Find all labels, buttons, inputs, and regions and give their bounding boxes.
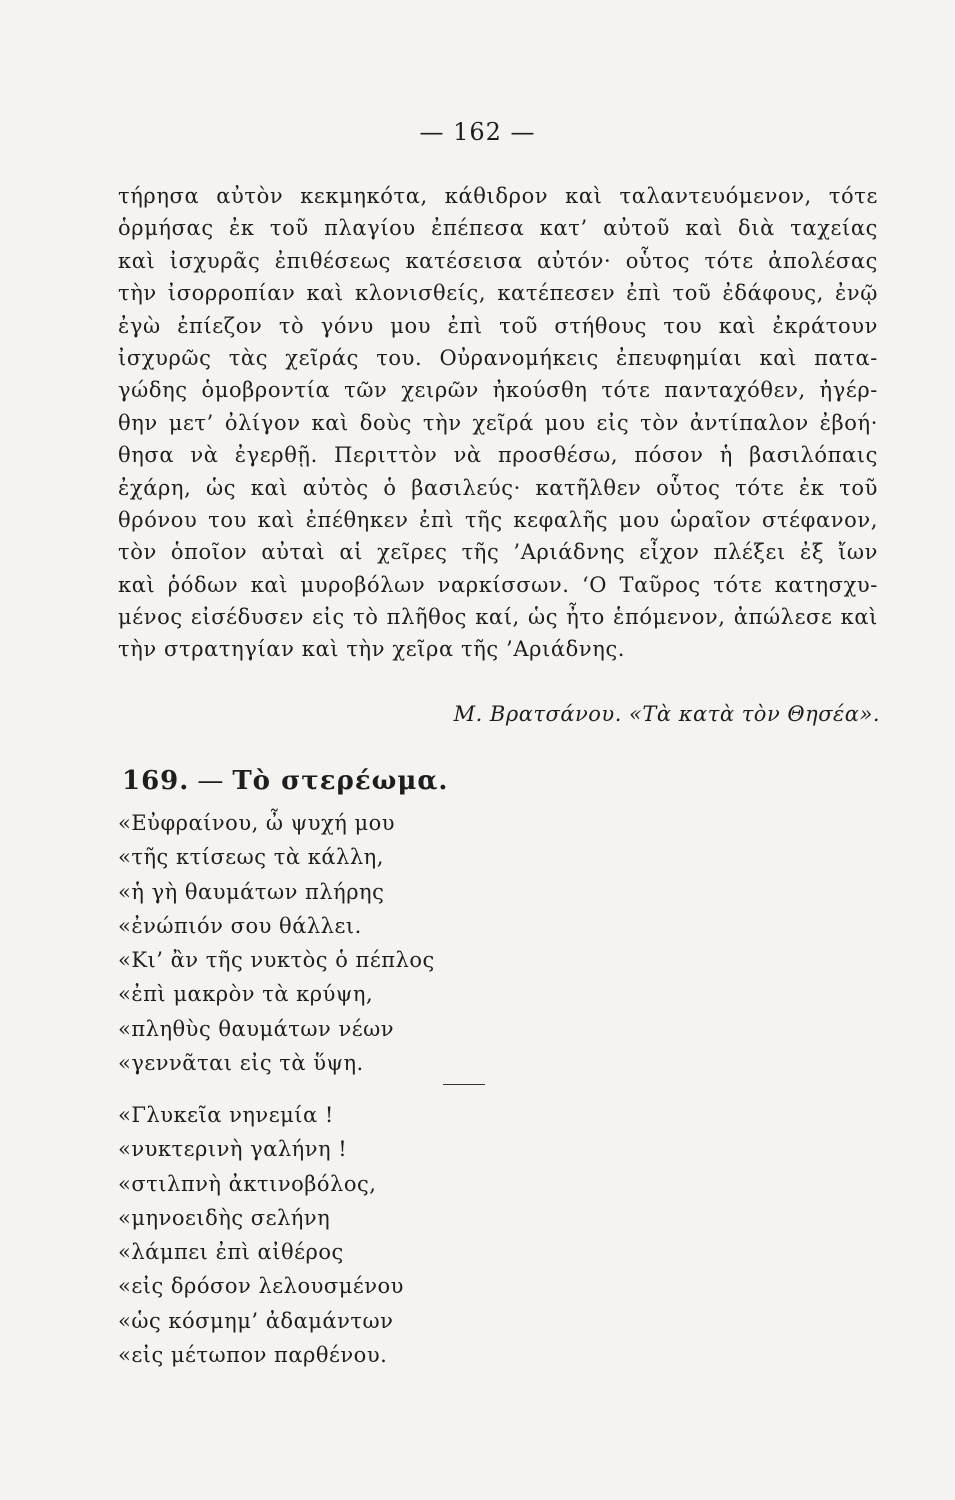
poem-verse: «γεννᾶται εἰς τὰ ὕψη. (118, 1051, 364, 1076)
prose-line: θρόνου του καὶ ἐπέθηκεν ἐπὶ τῆς κεφαλῆς μου ὡραῖον στέφανον, (118, 507, 878, 532)
stanza-divider (443, 1084, 485, 1085)
poem-verse: «Εὐφραίνου, ὦ ψυχή μου (118, 811, 396, 835)
prose-line: ἐχάρη, ὡς καὶ αὐτὸς ὁ βασιλεύς· κατῆλθεν οὗτος τότε ἐκ τοῦ (118, 475, 878, 500)
poem-verse: «τῆς κτίσεως τὰ κάλλη, (118, 845, 384, 870)
poem-verse: «λάμπει ἐπὶ αἰθέρος (118, 1240, 344, 1265)
poem-verse: «νυκτερινὴ γαλήνη ! (118, 1137, 348, 1162)
prose-line: καὶ ἰσχυρᾶς ἐπιθέσεως κατέσεισα αὐτόν· οὗτος τότε ἀπολέσας (118, 248, 878, 273)
poem-stanza-1 (118, 806, 718, 1080)
poem-verse: «ἐπὶ μακρὸν τὰ κρύψη, (118, 982, 374, 1007)
poem-verse: «Γλυκεῖα νηνεμία ! (118, 1103, 334, 1127)
poem-verse: «εἰς δρόσον λελουσμένου (118, 1274, 404, 1299)
section-number: 169. (122, 766, 190, 796)
poem-verse: «εἰς μέτωπον παρθένου. (118, 1343, 388, 1368)
poem-verse: «ἡ γὴ θαυμάτων πλήρης (118, 879, 385, 904)
prose-line: τὸν ὁποῖον αὐταὶ αἱ χεῖρες τῆς ’Αριάδνης εἶχον πλέξει ἐξ ἴων (118, 540, 878, 565)
prose-line: καὶ ῥόδων καὶ μυροβόλων ναρκίσσων. ‘Ο Ταῦρος τότε κατησχυ- (118, 572, 878, 597)
prose-line: γώδης ὁμοβροντία τῶν χειρῶν ἠκούσθη τότε πανταχόθεν, ἠγέρ- (118, 378, 878, 403)
prose-line: ὁρμήσας ἐκ τοῦ πλαγίου ἐπέπεσα κατ’ αὐτοῦ καὶ διὰ ταχείας (118, 216, 878, 241)
prose-line: τὴν στρατηγίαν καὶ τὴν χεῖρα τῆς ’Αριάδνης. (118, 637, 626, 662)
prose-line: ἰσχυρῶς τὰς χεῖράς του. Οὐρανομήκεις ἐπευφημίαι καὶ πατα- (118, 345, 878, 370)
prose-line: θησα νὰ ἐγερθῇ. Περιττὸν νὰ προσθέσω, πόσον ἡ βασιλόπαις (118, 443, 878, 468)
prose-line: τήρησα αὐτὸν κεκμηκότα, κάθιδρον καὶ ταλαντευόμενον, τότε (118, 184, 878, 208)
section-title: Τὸ στερέωμα. (232, 766, 449, 796)
prose-line: ἐγὼ ἐπίεζον τὸ γόνυ μου ἐπὶ τοῦ στήθους του καὶ ἐκράτουν (118, 313, 878, 338)
source-attribution: Μ. Βρατσάνου. «Τὰ κατὰ τὸν Θησέα». (453, 702, 880, 726)
poem-verse: «μηνοειδὴς σελήνη (118, 1205, 331, 1230)
prose-line: τὴν ἰσορροπίαν καὶ κλονισθείς, κατέπεσεν ἐπὶ τοῦ ἐδάφους, ἐνῷ (118, 281, 878, 306)
poem-verse: «στιλπνὴ ἀκτινοβόλος, (118, 1171, 377, 1196)
poem-verse: «Κι’ ἂν τῆς νυκτὸς ὁ πέπλος (118, 948, 435, 973)
poem-verse: «ὡς κόσμημ’ ἀδαμάντων (118, 1308, 394, 1333)
prose-passage (118, 180, 878, 666)
section-dash: — (197, 766, 225, 796)
section-heading (122, 766, 448, 796)
poem-verse: «ἐνώπιόν σου θάλλει. (118, 913, 362, 938)
poem-verse: «πληθὺς θαυμάτων νέων (118, 1016, 395, 1041)
page-number: — 162 — (419, 118, 536, 146)
prose-line: μένος εἰσέδυσεν εἰς τὸ πλῆθος καί, ὡς ἦτο ἑπόμενον, ἀπώλεσε καὶ (118, 605, 878, 630)
poem-stanza-2 (118, 1098, 718, 1372)
prose-line: θην μετ’ ὀλίγον καὶ δοὺς τὴν χεῖρά μου εἰς τὸν ἀντίπαλον ἐβοή· (118, 410, 878, 435)
